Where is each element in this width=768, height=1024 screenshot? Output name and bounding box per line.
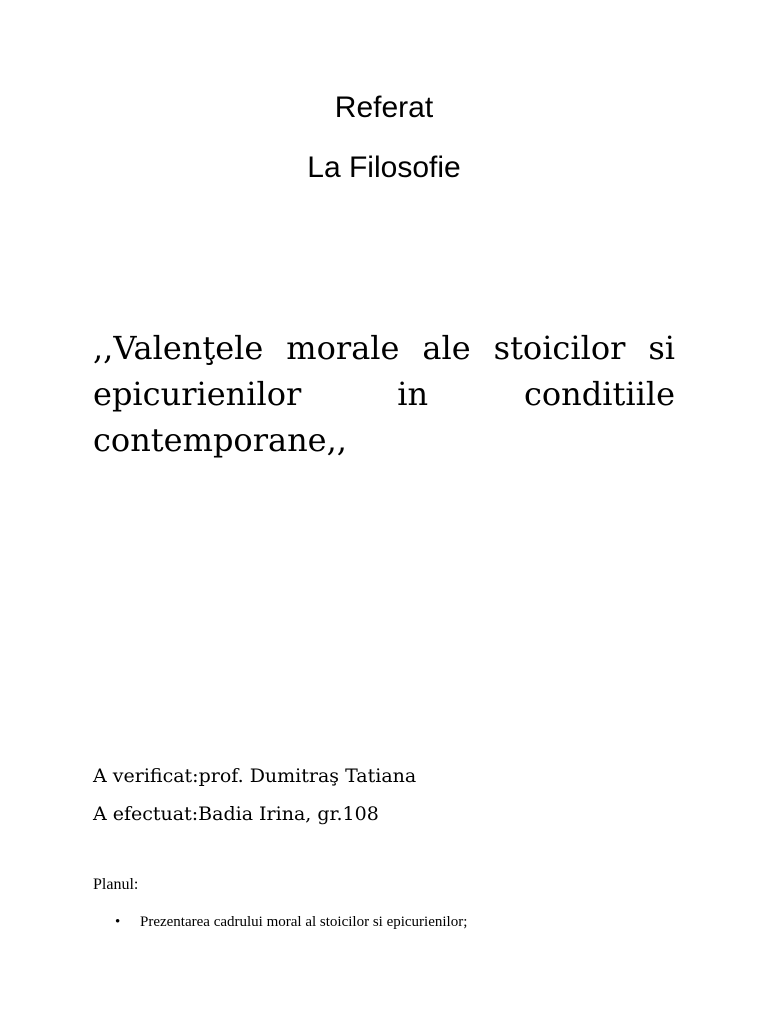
plan-list-item: [115, 912, 467, 932]
bullet-icon: •: [115, 914, 121, 930]
plan-list: [115, 912, 467, 932]
plan-label: Planul:: [93, 876, 139, 893]
topic-title: ,,Valenţele morale ale stoicilor si epicurienilor in conditiile contemporane,,: [93, 329, 675, 459]
performed-by-line: A efectuat:Badia Irina, gr.108: [93, 803, 379, 825]
title-line-2: La Filosofie: [307, 151, 461, 184]
title-line-1: Referat: [334, 91, 434, 124]
verified-by-line: A verificat:prof. Dumitraş Tatiana: [93, 765, 417, 787]
plan-item-text: Prezentarea cadrului moral al stoicilor si epicurienilor;: [140, 914, 468, 930]
